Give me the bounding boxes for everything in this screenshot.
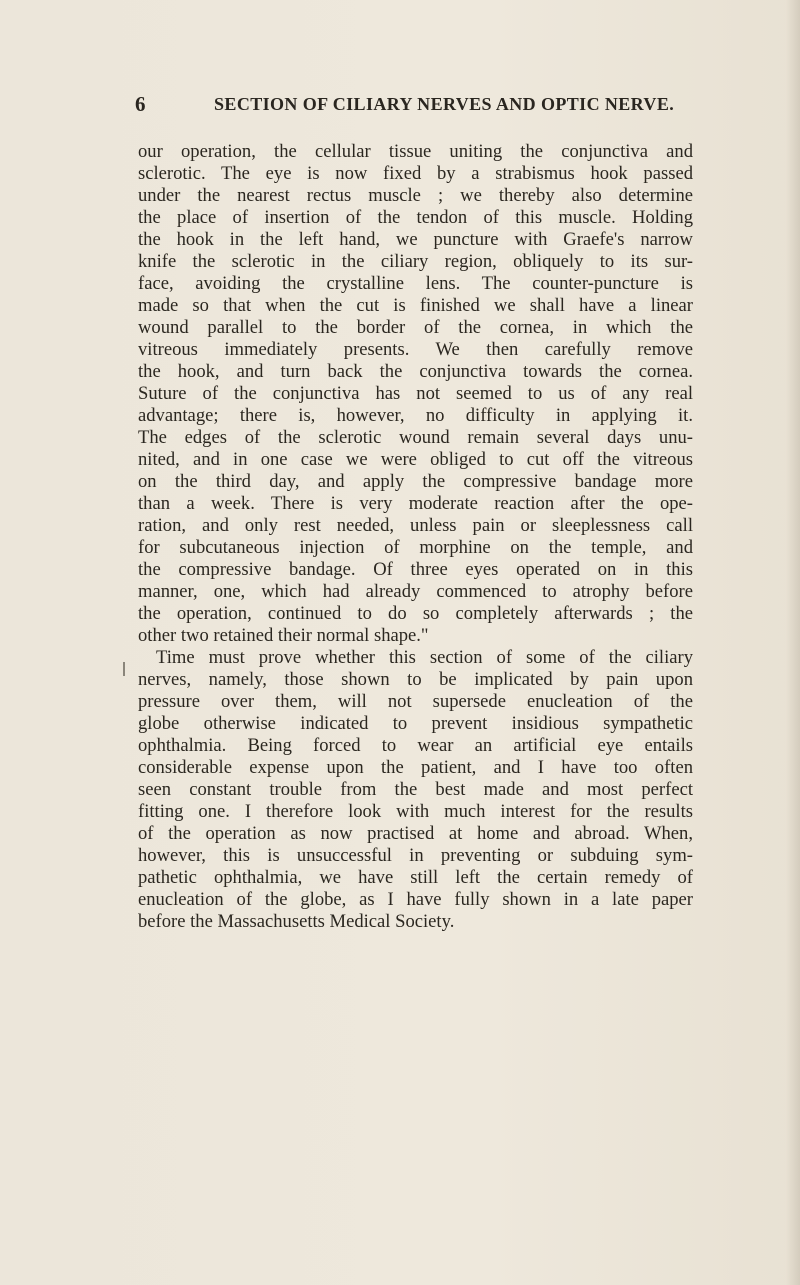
text-line: the operation, continued to do so completely afterwards ; the bbox=[138, 603, 693, 624]
text-line: for subcutaneous injection of morphine on the temple, and bbox=[138, 537, 693, 558]
text-line: Suture of the conjunctiva has not seemed to us of any real bbox=[138, 383, 693, 404]
text-line: The edges of the sclerotic wound remain several days unu- bbox=[138, 427, 693, 448]
body-text bbox=[138, 141, 693, 933]
text-line: the hook in the left hand, we puncture with Graefe's narrow bbox=[138, 229, 693, 250]
text-line: considerable expense upon the patient, and I have too often bbox=[138, 757, 693, 778]
text-line: manner, one, which had already commenced to atrophy before bbox=[138, 581, 693, 602]
text-line: ration, and only rest needed, unless pain or sleeplessness call bbox=[138, 515, 693, 536]
text-line: ophthalmia. Being forced to wear an artificial eye entails bbox=[138, 735, 693, 756]
text-line: made so that when the cut is finished we shall have a linear bbox=[138, 295, 693, 316]
text-line: pressure over them, will not supersede enucleation of the bbox=[138, 691, 693, 712]
text-line: face, avoiding the crystalline lens. The counter-puncture is bbox=[138, 273, 693, 294]
running-head: SECTION OF CILIARY NERVES AND OPTIC NERVE. bbox=[214, 94, 675, 114]
text-line: our operation, the cellular tissue uniting the conjunctiva and bbox=[138, 141, 693, 162]
text-line: under the nearest rectus muscle ; we thereby also determine bbox=[138, 185, 693, 206]
text-line: vitreous immediately presents. We then carefully remove bbox=[138, 339, 693, 360]
text-line: seen constant trouble from the best made and most perfect bbox=[138, 779, 693, 800]
text-line: other two retained their normal shape." bbox=[138, 625, 429, 646]
text-line: than a week. There is very moderate reaction after the ope- bbox=[138, 493, 693, 514]
page-edge-shadow bbox=[786, 0, 800, 1285]
text-line: pathetic ophthalmia, we have still left the certain remedy of bbox=[138, 867, 693, 888]
text-line: enucleation of the globe, as I have fully shown in a late paper bbox=[138, 889, 693, 910]
text-line: of the operation as now practised at home and abroad. When, bbox=[138, 823, 693, 844]
text-line: however, this is unsuccessful in preventing or subduing sym- bbox=[138, 845, 693, 866]
margin-mark bbox=[123, 662, 125, 676]
text-line: on the third day, and apply the compressive bandage more bbox=[138, 471, 693, 492]
text-line: Time must prove whether this section of some of the ciliary bbox=[156, 647, 693, 668]
text-line: nited, and in one case we were obliged to cut off the vitreous bbox=[138, 449, 693, 470]
text-line: globe otherwise indicated to prevent insidious sympathetic bbox=[138, 713, 693, 734]
text-line: sclerotic. The eye is now fixed by a strabismus hook passed bbox=[138, 163, 693, 184]
text-line: before the Massachusetts Medical Society. bbox=[138, 911, 455, 932]
page-number: 6 bbox=[135, 92, 146, 116]
text-line: nerves, namely, those shown to be implicated by pain upon bbox=[138, 669, 693, 690]
page-header bbox=[135, 92, 695, 122]
text-line: the compressive bandage. Of three eyes operated on in this bbox=[138, 559, 693, 580]
text-line: wound parallel to the border of the cornea, in which the bbox=[138, 317, 693, 338]
text-line: fitting one. I therefore look with much interest for the results bbox=[138, 801, 693, 822]
text-line: the hook, and turn back the conjunctiva towards the cornea. bbox=[138, 361, 693, 382]
text-line: the place of insertion of the tendon of this muscle. Holding bbox=[138, 207, 693, 228]
text-line: knife the sclerotic in the ciliary region, obliquely to its sur- bbox=[138, 251, 693, 272]
text-line: advantage; there is, however, no difficulty in applying it. bbox=[138, 405, 693, 426]
